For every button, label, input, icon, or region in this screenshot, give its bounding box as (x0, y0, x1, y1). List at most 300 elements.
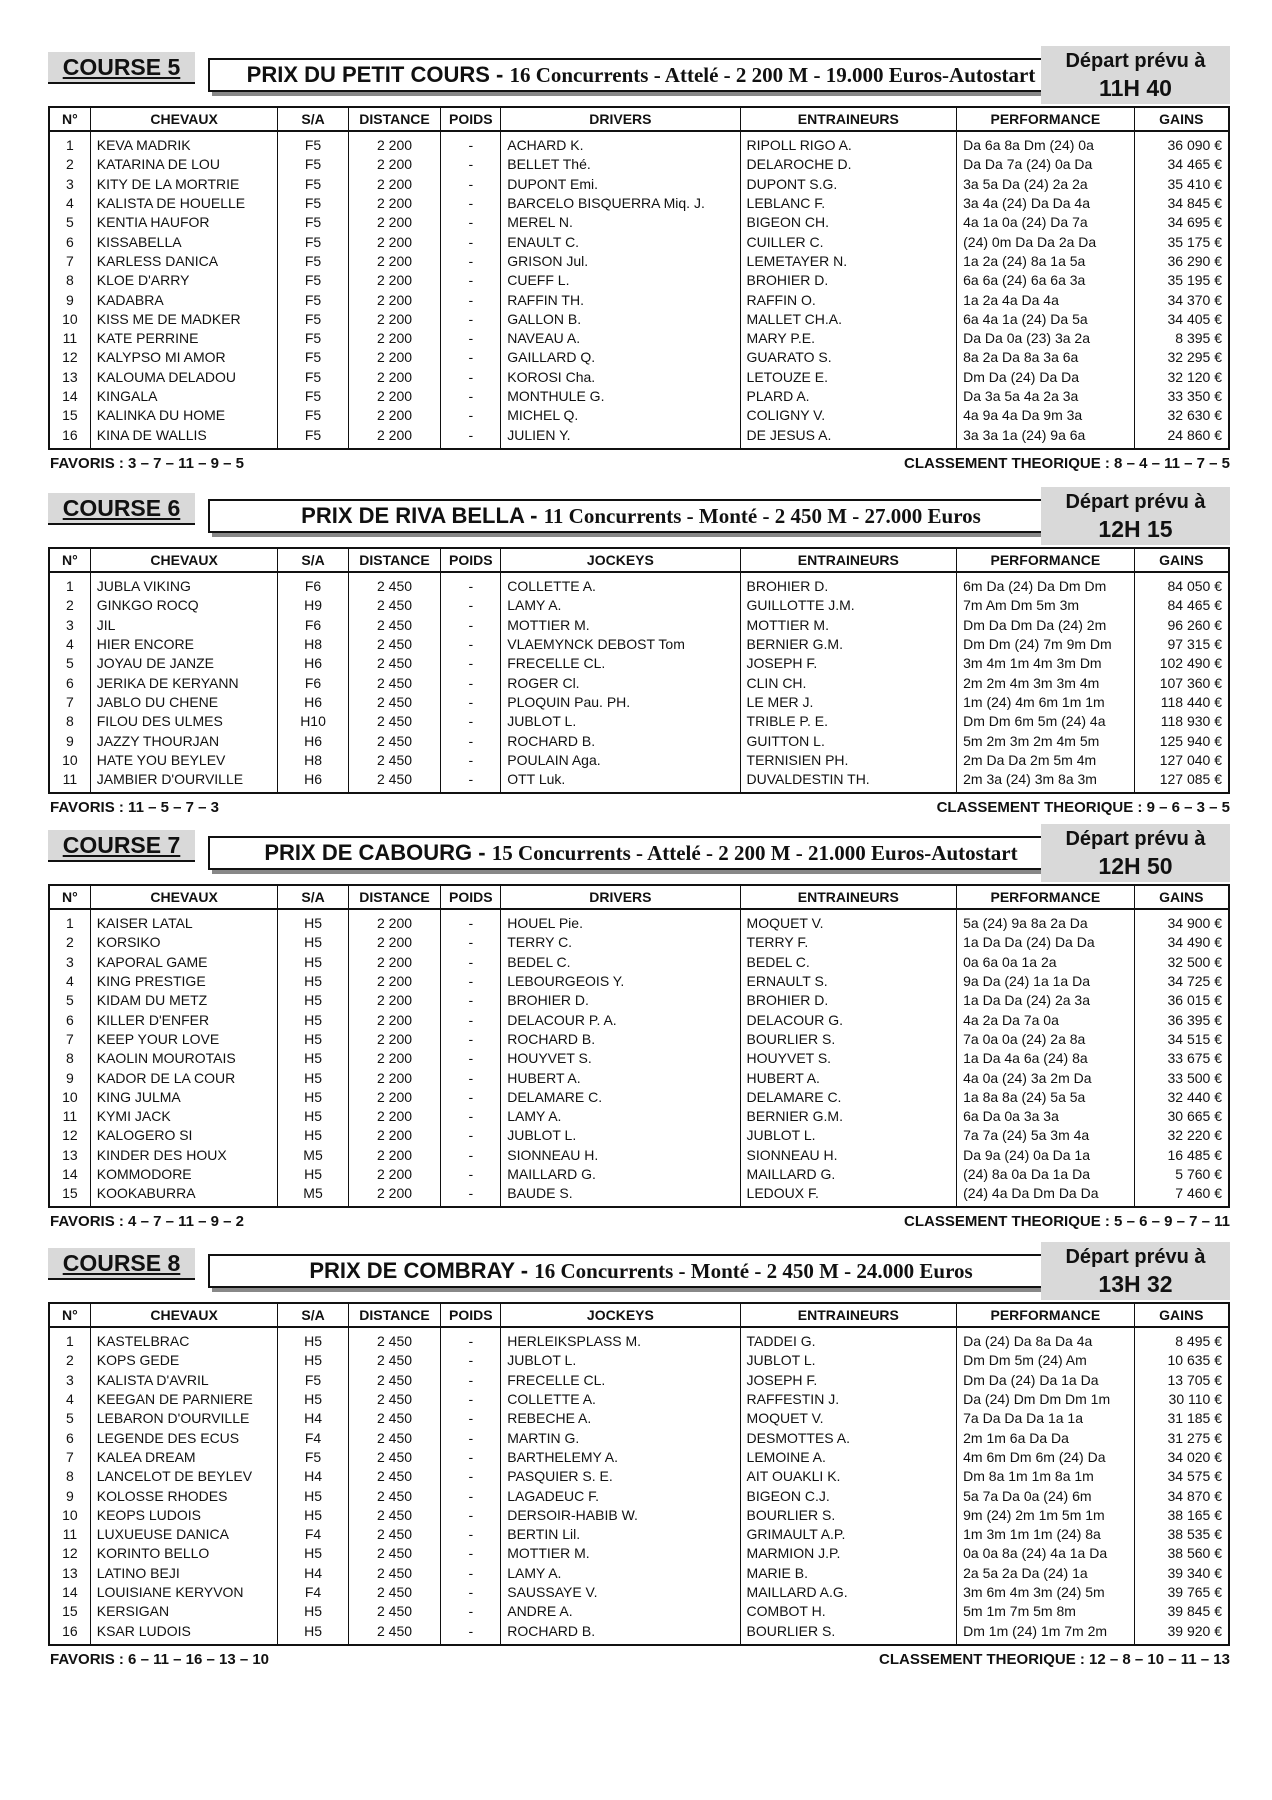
cell-sex-age: H5 (278, 953, 348, 972)
cell-performance: 1m (24) 4m 6m 1m 1m (957, 693, 1134, 712)
cell-sex-age: H5 (278, 1088, 348, 1107)
cell-weight: - (441, 1602, 501, 1621)
cell-horse: LEBARON D'OURVILLE (90, 1409, 278, 1428)
cell-trainer: MOTTIER M. (740, 616, 957, 635)
cell-rider: ROGER Cl. (501, 673, 740, 692)
column-header-rider: JOCKEYS (501, 1303, 740, 1327)
table-row (49, 348, 1229, 367)
cell-rider: ENAULT C. (501, 232, 740, 251)
cell-earnings: 36 290 € (1134, 252, 1229, 271)
cell-rider: LEBOURGEOIS Y. (501, 972, 740, 991)
cell-horse: HIER ENCORE (90, 635, 278, 654)
cell-trainer: LEBLANC F. (740, 194, 957, 213)
cell-performance: 4a 9a 4a Da 9m 3a (957, 406, 1134, 425)
cell-horse: KASTELBRAC (90, 1327, 278, 1351)
cell-rider: JULIEN Y. (501, 425, 740, 448)
cell-performance: (24) 0m Da Da 2a Da (957, 232, 1134, 251)
course-header (48, 50, 1230, 106)
table-row (49, 933, 1229, 952)
cell-horse: KYMI JACK (90, 1107, 278, 1126)
cell-earnings: 33 350 € (1134, 387, 1229, 406)
cell-rider: BEDEL C. (501, 953, 740, 972)
theoretical-ranking: CLASSEMENT THEORIQUE : 8 – 4 – 11 – 7 – 5 (904, 454, 1230, 472)
cell-distance: 2 450 (348, 751, 441, 770)
cell-horse: KAOLIN MOUROTAIS (90, 1049, 278, 1068)
cell-distance: 2 200 (348, 1184, 441, 1207)
cell-sex-age: F4 (278, 1428, 348, 1447)
cell-rider: MARTIN G. (501, 1428, 740, 1447)
cell-horse: KILLER D'ENFER (90, 1010, 278, 1029)
cell-sex-age: H5 (278, 1506, 348, 1525)
cell-sex-age: F5 (278, 1448, 348, 1467)
cell-sex-age: H5 (278, 1602, 348, 1621)
cell-rider: DERSOIR-HABIB W. (501, 1506, 740, 1525)
cell-horse: JUBLA VIKING (90, 572, 278, 596)
cell-weight: - (441, 368, 501, 387)
cell-distance: 2 200 (348, 1088, 441, 1107)
table-row (49, 1107, 1229, 1126)
cell-distance: 2 450 (348, 1544, 441, 1563)
cell-distance: 2 450 (348, 1583, 441, 1602)
cell-number: 11 (49, 1525, 90, 1544)
cell-horse: KOPS GEDE (90, 1351, 278, 1370)
cell-weight: - (441, 953, 501, 972)
cell-horse: KOMMODORE (90, 1165, 278, 1184)
table-row (49, 1467, 1229, 1486)
table-row (49, 368, 1229, 387)
cell-performance: 1a Da 4a 6a (24) 8a (957, 1049, 1134, 1068)
runners-table (48, 547, 1230, 794)
cell-horse: KINDER DES HOUX (90, 1146, 278, 1165)
cell-horse: KINA DE WALLIS (90, 425, 278, 448)
course-footer (48, 450, 1230, 474)
table-row (49, 731, 1229, 750)
cell-number: 13 (49, 1564, 90, 1583)
cell-sex-age: F5 (278, 387, 348, 406)
cell-distance: 2 200 (348, 232, 441, 251)
cell-sex-age: H5 (278, 1068, 348, 1087)
cell-earnings: 34 370 € (1134, 290, 1229, 309)
cell-trainer: BERNIER G.M. (740, 635, 957, 654)
cell-earnings: 32 440 € (1134, 1088, 1229, 1107)
cell-rider: PASQUIER S. E. (501, 1467, 740, 1486)
table-row (49, 1602, 1229, 1621)
cell-trainer: CUILLER C. (740, 232, 957, 251)
cell-earnings: 10 635 € (1134, 1351, 1229, 1370)
cell-performance: 0a 0a 8a (24) 4a 1a Da (957, 1544, 1134, 1563)
cell-rider: GRISON Jul. (501, 252, 740, 271)
race-name: PRIX DE COMBRAY - (309, 1258, 535, 1283)
column-header-earnings: GAINS (1134, 1303, 1229, 1327)
table-row (49, 329, 1229, 348)
cell-weight: - (441, 693, 501, 712)
column-header-horse: CHEVAUX (90, 885, 278, 909)
table-row (49, 1010, 1229, 1029)
cell-earnings: 118 930 € (1134, 712, 1229, 731)
cell-performance: 4a 1a 0a (24) Da 7a (957, 213, 1134, 232)
cell-performance: Da Da 7a (24) 0a Da (957, 155, 1134, 174)
cell-performance: Dm Dm (24) 7m 9m Dm (957, 635, 1134, 654)
cell-trainer: MALLET CH.A. (740, 310, 957, 329)
cell-number: 15 (49, 1184, 90, 1207)
cell-number: 15 (49, 406, 90, 425)
cell-weight: - (441, 1583, 501, 1602)
cell-earnings: 32 295 € (1134, 348, 1229, 367)
column-header-rider: DRIVERS (501, 107, 740, 131)
race-title (208, 1254, 1074, 1288)
cell-trainer: HUBERT A. (740, 1068, 957, 1087)
cell-earnings: 39 920 € (1134, 1621, 1229, 1644)
cell-horse: KISS ME DE MADKER (90, 310, 278, 329)
cell-sex-age: M5 (278, 1146, 348, 1165)
cell-sex-age: H5 (278, 1621, 348, 1644)
cell-earnings: 96 260 € (1134, 616, 1229, 635)
cell-trainer: JOSEPH F. (740, 654, 957, 673)
table-header-row (49, 107, 1229, 131)
cell-rider: BERTIN Lil. (501, 1525, 740, 1544)
table-row (49, 991, 1229, 1010)
cell-number: 10 (49, 751, 90, 770)
cell-weight: - (441, 712, 501, 731)
cell-rider: NAVEAU A. (501, 329, 740, 348)
race-info: 16 Concurrents - Attelé - 2 200 M - 19.000 Euros-Autostart (509, 63, 1036, 87)
cell-rider: RAFFIN TH. (501, 290, 740, 309)
column-header-number: N° (49, 1303, 90, 1327)
cell-number: 2 (49, 155, 90, 174)
cell-sex-age: H5 (278, 1030, 348, 1049)
cell-sex-age: M5 (278, 1184, 348, 1207)
cell-number: 14 (49, 387, 90, 406)
cell-performance: 6a Da 0a 3a 3a (957, 1107, 1134, 1126)
cell-performance: 1a Da Da (24) 2a 3a (957, 991, 1134, 1010)
cell-number: 4 (49, 972, 90, 991)
cell-horse: LOUISIANE KERYVON (90, 1583, 278, 1602)
table-header-row (49, 548, 1229, 572)
cell-number: 10 (49, 310, 90, 329)
cell-distance: 2 200 (348, 213, 441, 232)
cell-horse: JERIKA DE KERYANN (90, 673, 278, 692)
cell-sex-age: F5 (278, 131, 348, 155)
cell-performance: 2m Da Da 2m 5m 4m (957, 751, 1134, 770)
table-row (49, 909, 1229, 933)
cell-performance: 8a 2a Da 8a 3a 6a (957, 348, 1134, 367)
cell-performance: 1a Da Da (24) Da Da (957, 933, 1134, 952)
table-row (49, 387, 1229, 406)
cell-weight: - (441, 348, 501, 367)
cell-weight: - (441, 1390, 501, 1409)
cell-rider: ROCHARD B. (501, 1030, 740, 1049)
cell-rider: TERRY C. (501, 933, 740, 952)
cell-horse: KLOE D'ARRY (90, 271, 278, 290)
cell-weight: - (441, 1146, 501, 1165)
cell-weight: - (441, 1486, 501, 1505)
cell-number: 3 (49, 953, 90, 972)
cell-horse: KADABRA (90, 290, 278, 309)
column-header-trainer: ENTRAINEURS (740, 107, 957, 131)
cell-earnings: 34 845 € (1134, 194, 1229, 213)
cell-rider: LAGADEUC F. (501, 1486, 740, 1505)
table-row (49, 194, 1229, 213)
cell-distance: 2 200 (348, 194, 441, 213)
race-name: PRIX DU PETIT COURS - (246, 62, 510, 87)
cell-performance: 5a (24) 9a 8a 2a Da (957, 909, 1134, 933)
table-header-row (49, 885, 1229, 909)
cell-rider: POULAIN Aga. (501, 751, 740, 770)
cell-distance: 2 450 (348, 635, 441, 654)
cell-rider: JUBLOT L. (501, 1351, 740, 1370)
table-row (49, 232, 1229, 251)
cell-trainer: LEMETAYER N. (740, 252, 957, 271)
cell-trainer: DELAROCHE D. (740, 155, 957, 174)
cell-weight: - (441, 909, 501, 933)
cell-trainer: MARMION J.P. (740, 1544, 957, 1563)
departure-label: Départ prévu à (1065, 491, 1206, 513)
cell-sex-age: H6 (278, 654, 348, 673)
cell-distance: 2 200 (348, 131, 441, 155)
cell-weight: - (441, 1068, 501, 1087)
cell-performance: 2m 1m 6a Da Da (957, 1428, 1134, 1447)
cell-performance: 2m 2m 4m 3m 3m 4m (957, 673, 1134, 692)
column-header-trainer: ENTRAINEURS (740, 885, 957, 909)
cell-rider: ACHARD K. (501, 131, 740, 155)
column-header-number: N° (49, 548, 90, 572)
cell-distance: 2 200 (348, 1126, 441, 1145)
cell-distance: 2 200 (348, 953, 441, 972)
cell-trainer: PLARD A. (740, 387, 957, 406)
cell-horse: LATINO BEJI (90, 1564, 278, 1583)
cell-earnings: 24 860 € (1134, 425, 1229, 448)
cell-rider: DELACOUR P. A. (501, 1010, 740, 1029)
cell-distance: 2 200 (348, 1165, 441, 1184)
cell-earnings: 39 340 € (1134, 1564, 1229, 1583)
cell-weight: - (441, 1371, 501, 1390)
cell-trainer: BEDEL C. (740, 953, 957, 972)
race-info: 15 Concurrents - Attelé - 2 200 M - 21.000 Euros-Autostart (491, 841, 1018, 865)
table-row (49, 1390, 1229, 1409)
cell-rider: LAMY A. (501, 1107, 740, 1126)
cell-horse: KALEA DREAM (90, 1448, 278, 1467)
cell-trainer: TERRY F. (740, 933, 957, 952)
cell-sex-age: F5 (278, 368, 348, 387)
cell-trainer: JUBLOT L. (740, 1126, 957, 1145)
cell-weight: - (441, 751, 501, 770)
race-name: PRIX DE RIVA BELLA - (301, 503, 544, 528)
course-footer (48, 1208, 1230, 1232)
cell-performance: 9m (24) 2m 1m 5m 1m (957, 1506, 1134, 1525)
table-row (49, 425, 1229, 448)
cell-performance: Da 6a 8a Dm (24) 0a (957, 131, 1134, 155)
cell-trainer: TERNISIEN PH. (740, 751, 957, 770)
cell-distance: 2 450 (348, 572, 441, 596)
cell-horse: KORINTO BELLO (90, 1544, 278, 1563)
cell-earnings: 39 845 € (1134, 1602, 1229, 1621)
cell-earnings: 32 120 € (1134, 368, 1229, 387)
cell-trainer: BOURLIER S. (740, 1506, 957, 1525)
cell-number: 8 (49, 1467, 90, 1486)
cell-performance: 5a 7a Da 0a (24) 6m (957, 1486, 1134, 1505)
cell-weight: - (441, 213, 501, 232)
course-header (48, 828, 1230, 884)
cell-earnings: 34 405 € (1134, 310, 1229, 329)
cell-distance: 2 450 (348, 1486, 441, 1505)
cell-distance: 2 200 (348, 329, 441, 348)
cell-weight: - (441, 1544, 501, 1563)
cell-number: 6 (49, 673, 90, 692)
cell-horse: FILOU DES ULMES (90, 712, 278, 731)
cell-earnings: 30 110 € (1134, 1390, 1229, 1409)
cell-distance: 2 200 (348, 1146, 441, 1165)
cell-number: 10 (49, 1506, 90, 1525)
cell-earnings: 127 085 € (1134, 770, 1229, 793)
cell-distance: 2 450 (348, 1390, 441, 1409)
cell-sex-age: H5 (278, 1390, 348, 1409)
cell-horse: KALOUMA DELADOU (90, 368, 278, 387)
cell-distance: 2 450 (348, 596, 441, 615)
cell-rider: MICHEL Q. (501, 406, 740, 425)
cell-weight: - (441, 933, 501, 952)
course-7-section (48, 828, 1230, 1232)
race-title (208, 58, 1074, 92)
cell-rider: MEREL N. (501, 213, 740, 232)
race-name: PRIX DE CABOURG - (264, 840, 492, 865)
cell-distance: 2 200 (348, 972, 441, 991)
cell-distance: 2 200 (348, 155, 441, 174)
table-row (49, 770, 1229, 793)
cell-trainer: BIGEON CH. (740, 213, 957, 232)
cell-earnings: 8 495 € (1134, 1327, 1229, 1351)
cell-number: 7 (49, 252, 90, 271)
cell-distance: 2 450 (348, 1602, 441, 1621)
cell-horse: GINKGO ROCQ (90, 596, 278, 615)
cell-horse: KING PRESTIGE (90, 972, 278, 991)
cell-earnings: 102 490 € (1134, 654, 1229, 673)
cell-horse: KENTIA HAUFOR (90, 213, 278, 232)
cell-weight: - (441, 1126, 501, 1145)
cell-rider: REBECHE A. (501, 1409, 740, 1428)
cell-performance: 7a Da Da Da 1a 1a (957, 1409, 1134, 1428)
cell-weight: - (441, 616, 501, 635)
cell-horse: KATE PERRINE (90, 329, 278, 348)
cell-number: 16 (49, 1621, 90, 1644)
cell-trainer: BROHIER D. (740, 271, 957, 290)
cell-performance: Dm Da Dm Da (24) 2m (957, 616, 1134, 635)
table-row (49, 693, 1229, 712)
column-header-earnings: GAINS (1134, 548, 1229, 572)
cell-trainer: MAILLARD A.G. (740, 1583, 957, 1602)
cell-distance: 2 450 (348, 673, 441, 692)
cell-rider: PLOQUIN Pau. PH. (501, 693, 740, 712)
cell-distance: 2 450 (348, 1621, 441, 1644)
cell-weight: - (441, 972, 501, 991)
column-header-horse: CHEVAUX (90, 107, 278, 131)
table-row (49, 1088, 1229, 1107)
cell-trainer: LEDOUX F. (740, 1184, 957, 1207)
cell-weight: - (441, 673, 501, 692)
cell-horse: KEOPS LUDOIS (90, 1506, 278, 1525)
cell-number: 5 (49, 213, 90, 232)
cell-rider: BELLET Thé. (501, 155, 740, 174)
cell-sex-age: H5 (278, 1107, 348, 1126)
cell-number: 6 (49, 232, 90, 251)
course-5-section (48, 50, 1230, 474)
departure-box (1041, 824, 1230, 882)
cell-earnings: 34 515 € (1134, 1030, 1229, 1049)
cell-rider: DUPONT Emi. (501, 175, 740, 194)
cell-rider: COLLETTE A. (501, 1390, 740, 1409)
cell-trainer: MOQUET V. (740, 909, 957, 933)
cell-weight: - (441, 1107, 501, 1126)
race-info: 11 Concurrents - Monté - 2 450 M - 27.000 Euros (543, 504, 981, 528)
cell-earnings: 32 500 € (1134, 953, 1229, 972)
cell-performance: Da (24) Da 8a Da 4a (957, 1327, 1134, 1351)
cell-earnings: 107 360 € (1134, 673, 1229, 692)
cell-horse: KADOR DE LA COUR (90, 1068, 278, 1087)
column-header-sex-age: S/A (278, 1303, 348, 1327)
cell-trainer: MOQUET V. (740, 1409, 957, 1428)
cell-horse: KALISTA D'AVRIL (90, 1371, 278, 1390)
cell-weight: - (441, 1525, 501, 1544)
cell-rider: HUBERT A. (501, 1068, 740, 1087)
cell-rider: HOUYVET S. (501, 1049, 740, 1068)
cell-number: 7 (49, 693, 90, 712)
cell-sex-age: H5 (278, 1486, 348, 1505)
cell-horse: KINGALA (90, 387, 278, 406)
table-row (49, 310, 1229, 329)
column-header-earnings: GAINS (1134, 107, 1229, 131)
table-row (49, 654, 1229, 673)
cell-sex-age: H5 (278, 991, 348, 1010)
cell-sex-age: F5 (278, 310, 348, 329)
table-row (49, 572, 1229, 596)
cell-distance: 2 200 (348, 368, 441, 387)
cell-sex-age: F5 (278, 252, 348, 271)
cell-rider: BAUDE S. (501, 1184, 740, 1207)
cell-distance: 2 200 (348, 1010, 441, 1029)
departure-time: 12H 50 (1098, 853, 1173, 879)
cell-earnings: 36 015 € (1134, 991, 1229, 1010)
cell-number: 4 (49, 635, 90, 654)
cell-earnings: 34 020 € (1134, 1448, 1229, 1467)
cell-trainer: GRIMAULT A.P. (740, 1525, 957, 1544)
cell-performance: 6a 4a 1a (24) Da 5a (957, 310, 1134, 329)
cell-trainer: BOURLIER S. (740, 1030, 957, 1049)
cell-trainer: MAILLARD G. (740, 1165, 957, 1184)
cell-sex-age: F5 (278, 232, 348, 251)
cell-earnings: 34 900 € (1134, 909, 1229, 933)
column-header-earnings: GAINS (1134, 885, 1229, 909)
cell-number: 4 (49, 194, 90, 213)
cell-trainer: DELAMARE C. (740, 1088, 957, 1107)
column-header-performance: PERFORMANCE (957, 1303, 1134, 1327)
cell-weight: - (441, 252, 501, 271)
cell-distance: 2 450 (348, 712, 441, 731)
table-row (49, 406, 1229, 425)
cell-sex-age: H5 (278, 1165, 348, 1184)
table-row (49, 290, 1229, 309)
cell-trainer: GUITTON L. (740, 731, 957, 750)
cell-trainer: TRIBLE P. E. (740, 712, 957, 731)
column-header-performance: PERFORMANCE (957, 107, 1134, 131)
cell-trainer: SIONNEAU H. (740, 1146, 957, 1165)
cell-horse: KEEGAN DE PARNIERE (90, 1390, 278, 1409)
cell-performance: 1a 2a (24) 8a 1a 5a (957, 252, 1134, 271)
cell-horse: JIL (90, 616, 278, 635)
cell-performance: 4a 2a Da 7a 0a (957, 1010, 1134, 1029)
cell-rider: GAILLARD Q. (501, 348, 740, 367)
cell-performance: 5m 2m 3m 2m 4m 5m (957, 731, 1134, 750)
favorites: FAVORIS : 4 – 7 – 11 – 9 – 2 (50, 1213, 244, 1231)
cell-trainer: TADDEI G. (740, 1327, 957, 1351)
